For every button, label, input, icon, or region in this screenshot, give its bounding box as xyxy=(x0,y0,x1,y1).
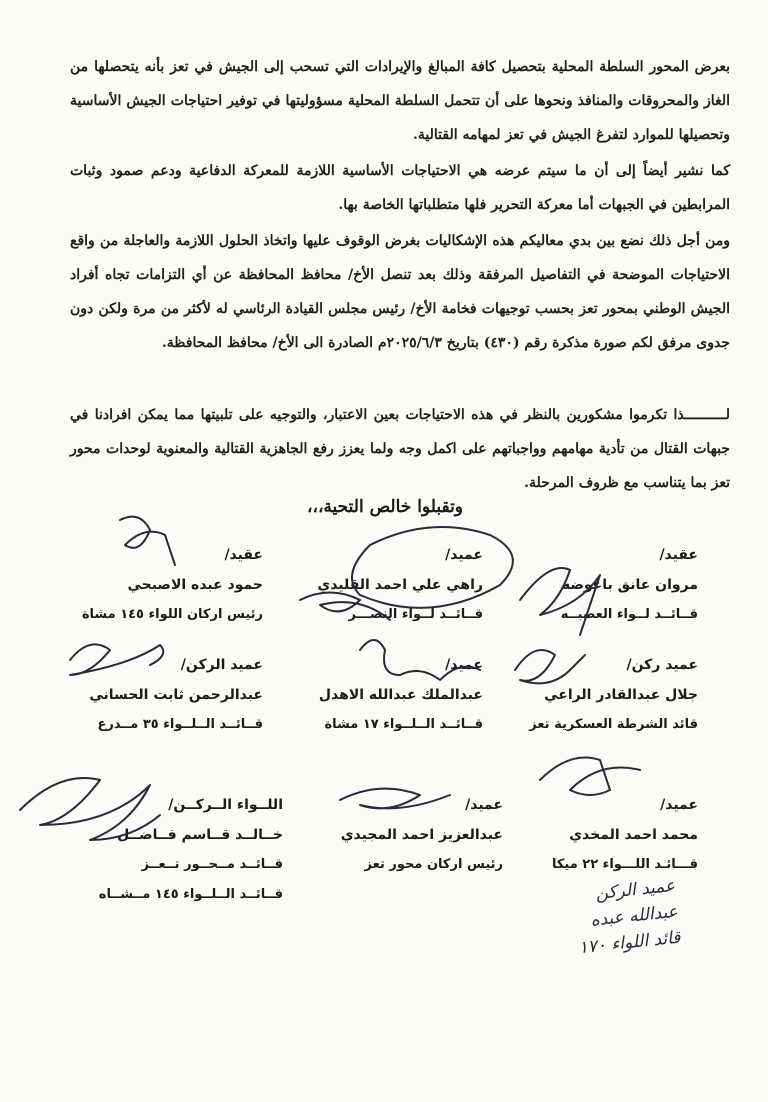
signatory-name: خــالــد قــاسم فــاضــل xyxy=(117,827,283,843)
signatory-title: قائد الشرطة العسكرية تعز xyxy=(529,717,698,732)
signatory-name: راهي علي احمد القليدي xyxy=(317,577,483,593)
signatory-name: مروان عانق باعوضه xyxy=(561,577,698,593)
signatory-name: محمد احمد المخدي xyxy=(569,827,698,843)
signatory-rank: عميد/ xyxy=(660,797,698,813)
signatory-title: قـــائـد اللـــواء ٢٢ ميكا xyxy=(551,857,698,872)
signatory-rank: عميد ركن/ xyxy=(626,657,698,673)
signatory-rank: عميد/ xyxy=(465,797,503,813)
signatory-name: عبدالملك عبدالله الاهدل xyxy=(318,687,483,703)
signatory-title: قــائــد لــواء النصـــر xyxy=(348,607,483,622)
signatory-rank: عميد/ xyxy=(445,547,483,563)
handwritten-note xyxy=(534,873,681,965)
signatory-title: رئيس اركان اللواء ١٤٥ مشاة xyxy=(81,607,263,622)
signatory-rank: عقيد/ xyxy=(659,547,698,563)
signature-scribble xyxy=(520,568,600,635)
handwritten-note-line: عبدالله عبده xyxy=(589,901,679,931)
signature-scribble xyxy=(300,593,390,621)
signatory-name: جلال عبدالقادر الراعي xyxy=(544,687,698,703)
signature-scribble xyxy=(70,644,163,675)
signatory-rank: عميد/ xyxy=(445,657,483,673)
body-paragraph-2: كما نشير أيضاً إلى أن ما سيتم عرضه هي الاحتياجات الأساسية اللازمة للمعركة الدفاعية ودعم صمود وثبات المرابطين في الجبهات أما معركة التحرير فلها متطلباتها الخاصة بها. xyxy=(70,163,730,213)
signature-scribble xyxy=(352,527,513,608)
signature-scribble xyxy=(540,758,640,796)
signatory-title: رئيس اركان محور تعز xyxy=(364,857,503,872)
body-paragraph-3: ومن أجل ذلك نضع بين بدي معاليكم هذه الإشكاليات بغرض الوقوف عليها واتخاذ الحلول اللازمة والعاجلة من واقع الاحتياجات الموضحة في التفاصيل المرفقة وذلك بعد تنصل الأخ/ محافظ المحافظة عن أي التزامات تجاه أفراد الجيش الوطني بمحور تعز بحسب توجيهات فخامة الأخ/ رئيس مجلس القيادة الرئاسي له لأكثر من مرة ولكن دون جدوى مرفق لكم صورة مذكرة رقم (٤٣٠) بتاريخ ٢٠٢٥/٦/٣م الصادرة الى الأخ/ محافظ المحافظة. xyxy=(70,233,730,351)
signatory-title-secondary: قــائــد الــلــواء ١٤٥ مــشــاه xyxy=(98,887,283,902)
signatory-title: قــائــد لــواء العصبــه xyxy=(560,607,698,622)
handwritten-note-line: قائد اللواء ١٧٠ xyxy=(577,927,682,959)
signatory-name: حمود عبده الاصبحي xyxy=(127,577,263,593)
signatory-title: قــائــد مــحــور تــعــز xyxy=(141,857,283,872)
handwritten-note-line: عميد الركن xyxy=(594,875,676,905)
signatory-name: عبدالرحمن ثابت الحساني xyxy=(89,687,263,703)
signature-scribble xyxy=(20,778,160,840)
body-paragraph-4: لــــــــــذا تكرموا مشكورين بالنظر في هذه الاحتياجات بعين الاعتبار، والتوجيه على تلبيتها مما يمكن افرادنا في جبهات القتال من تأدية مهامهم وواجباتهم على اكمل وجه ولما يعزز رفع الجاهزية القتالية والمعنوية لوحدات محور تعز بما يتناسب مع ظروف المرحلة. xyxy=(70,407,730,491)
signatory-rank: عميد الركن/ xyxy=(180,657,263,673)
signatory-title: قــائــد الــلــواء ٣٥ مــدرع xyxy=(97,717,263,732)
signature-scribble xyxy=(340,789,450,809)
signatory-name: عبدالعزيز احمد المجيدي xyxy=(340,827,503,843)
body-paragraph-1: بعرض المحور السلطة المحلية بتحصيل كافة المبالغ والإيرادات التي تسحب إلى الجيش في تعز بأنه يتحصلها من الغاز والمحروقات والمنافذ ونحوها على أن تتحمل السلطة المحلية مسؤوليتها في توفير احتياجات الجيش الأساسية وتحصيلها للموارد لتفرغ الجيش في تعز لمهامه القتالية. xyxy=(70,59,730,143)
closing-salutation: وتقبلوا خالص التحية،،، xyxy=(306,497,464,517)
signature-scribble xyxy=(360,640,480,680)
signature-scribble xyxy=(515,650,585,683)
signatory-rank: عقيد/ xyxy=(224,547,263,563)
signatory-rank: اللــواء الــركــن/ xyxy=(168,797,283,813)
signatory-title: قــائــد الــلــواء ١٧ مشاة xyxy=(324,717,483,732)
signature-scribble xyxy=(120,517,175,565)
